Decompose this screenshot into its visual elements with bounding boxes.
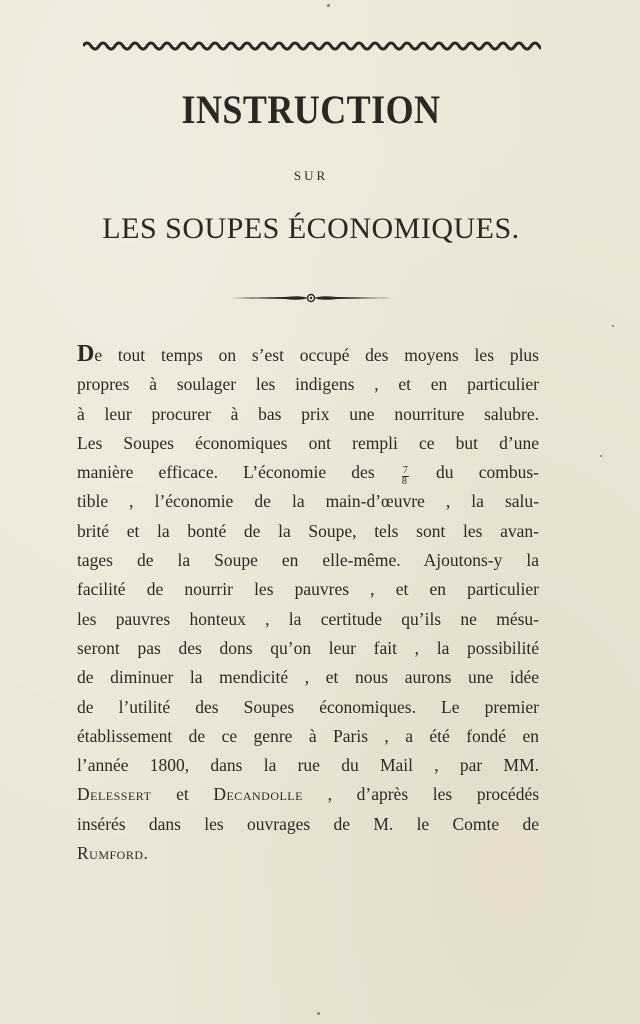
text-line: tible , l’économie de la main-d’œuvre , la salu- [77, 491, 539, 512]
paper-speck [317, 1012, 320, 1015]
drop-cap: D [77, 341, 95, 367]
text-line: établissement de ce genre à Paris , a été fondé en [77, 725, 539, 746]
text-line: De tout temps on s’est occupé des moyens les plus [77, 341, 539, 367]
page-subtitle: LES SOUPES ÉCONOMIQUES. [102, 212, 520, 245]
person-name: Decandolle [213, 784, 303, 805]
text-line: Delessert et Decandolle , d’après les procédés [77, 784, 540, 805]
text-line: l’année 1800, dans la rue du Mail , par MM. [77, 755, 539, 776]
text-line: insérés dans les ouvrages de M. le Comte de [77, 813, 539, 834]
text-line: à leur procurer à bas prix une nourriture salubre. [77, 403, 539, 424]
text-line: manière efficace. L’économie des $\frac{7}{8}$ du combus- [77, 462, 539, 488]
text-line: brité et la bonté de la Soupe, tels sont les avan- [77, 520, 539, 541]
paper-speck [612, 325, 614, 327]
text-line: Rumford. [77, 843, 148, 864]
text-line: les pauvres honteux , la certitude qu’ils ne mésu- [77, 608, 539, 629]
text-line: facilité de nourrir les pauvres , et en particulier [77, 579, 539, 600]
text-line: tages de la Soupe en elle-même. Ajoutons-y la [77, 550, 539, 571]
text-line: seront pas des dons qu’on leur fait , la possibilité [77, 637, 539, 658]
paper-speck [600, 455, 602, 457]
person-name: Delessert [77, 784, 152, 805]
ornament-divider [230, 292, 392, 304]
text-line: de diminuer la mendicité , et nous aurons une idée [77, 667, 539, 688]
person-name: Rumford [77, 843, 144, 864]
top-decorative-rule [83, 40, 541, 52]
title-connector: SUR [293, 168, 329, 183]
paper-speck [327, 4, 330, 7]
text-line: de l’utilité des Soupes économiques. Le premier [77, 696, 539, 717]
page-title: INSTRUCTION [181, 87, 441, 132]
text-line: propres à soulager les indigens , et en particulier [77, 374, 539, 395]
fraction: $\frac{7}{8}$ [401, 465, 408, 488]
body-paragraph [77, 340, 539, 868]
text-line: Les Soupes économiques ont rempli ce but d’une [77, 432, 539, 453]
